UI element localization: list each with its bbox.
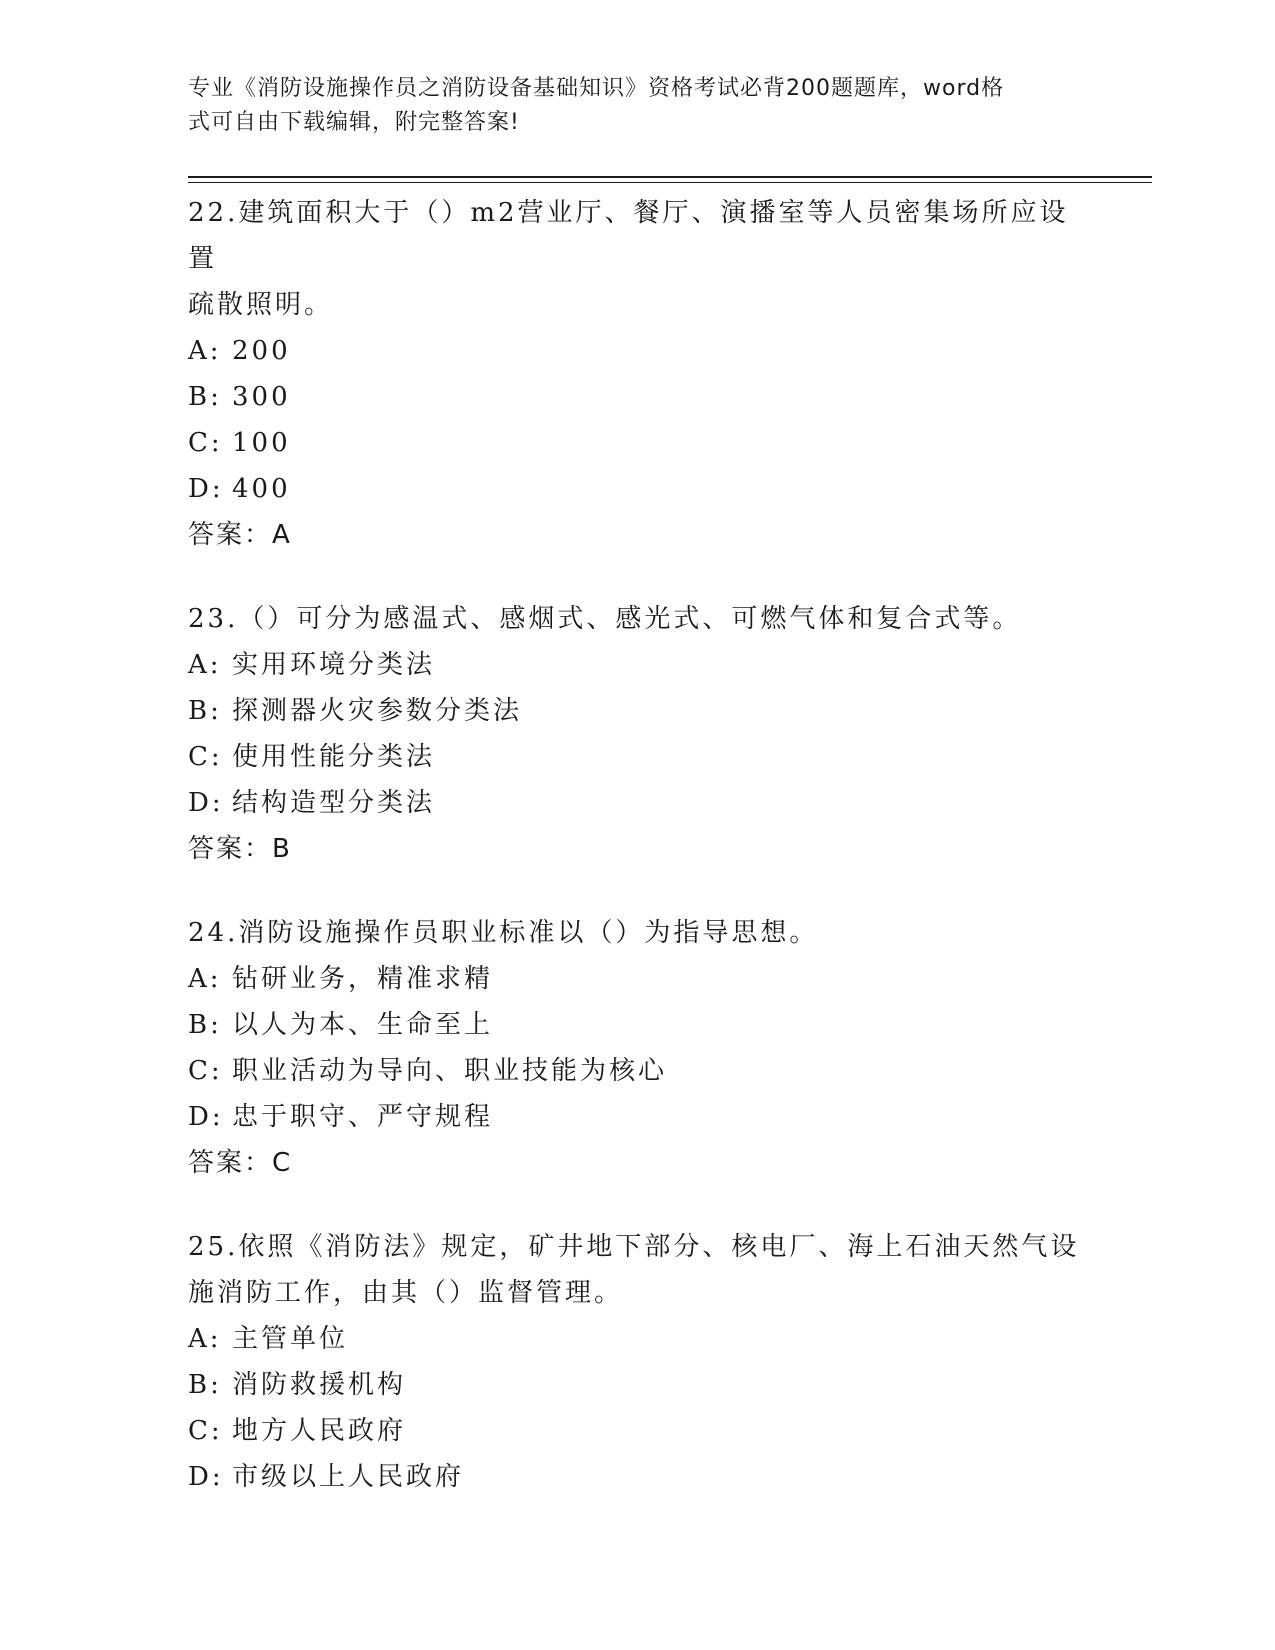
option-label: C: xyxy=(188,1416,223,1446)
question-text: 22.建筑面积大于（）m2营业厅、餐厅、演播室等人员密集场所应设置 xyxy=(188,198,1069,274)
option-b xyxy=(188,1362,1088,1408)
option-b xyxy=(188,688,1088,734)
option-d xyxy=(188,780,1088,826)
option-b xyxy=(188,374,1088,420)
option-text: 以人为本、生命至上 xyxy=(232,1010,494,1040)
option-label: D: xyxy=(188,1102,224,1132)
option-a xyxy=(188,328,1088,374)
question-24 xyxy=(188,910,1088,1186)
option-label: A: xyxy=(188,1324,222,1354)
option-c xyxy=(188,1048,1088,1094)
option-text: 职业活动为导向、职业技能为核心 xyxy=(232,1056,668,1086)
option-text: 400 xyxy=(232,474,291,504)
option-label: D: xyxy=(188,1462,224,1492)
option-c xyxy=(188,1408,1088,1454)
option-text: 实用环境分类法 xyxy=(232,650,436,680)
option-label: B: xyxy=(188,1370,222,1400)
question-22 xyxy=(188,190,1088,558)
header-rule-thick xyxy=(188,176,1152,178)
question-23 xyxy=(188,596,1088,872)
answer: 答案：A xyxy=(188,520,292,550)
option-a xyxy=(188,1316,1088,1362)
option-text: 市级以上人民政府 xyxy=(232,1462,465,1492)
option-text: 地方人民政府 xyxy=(232,1416,407,1446)
option-label: D: xyxy=(188,788,224,818)
option-b xyxy=(188,1002,1088,1048)
option-text: 忠于职守、严守规程 xyxy=(232,1102,494,1132)
option-d xyxy=(188,1454,1088,1500)
option-label: A: xyxy=(188,650,222,680)
option-text: 100 xyxy=(232,428,291,458)
question-list xyxy=(188,190,1088,1538)
answer: 答案：B xyxy=(188,834,292,864)
question-text: 24.消防设施操作员职业标准以（）为指导思想。 xyxy=(188,918,819,948)
option-text: 钻研业务，精准求精 xyxy=(232,964,494,994)
option-c xyxy=(188,734,1088,780)
header-rule-thin xyxy=(188,182,1152,183)
option-text: 结构造型分类法 xyxy=(232,788,436,818)
option-label: C: xyxy=(188,742,223,772)
question-text-continued: 疏散照明。 xyxy=(188,290,334,320)
question-25 xyxy=(188,1224,1088,1500)
option-a xyxy=(188,956,1088,1002)
header-line-1: 专业《消防设施操作员之消防设备基础知识》资格考试必背200题题库，word格 xyxy=(188,76,1005,101)
option-a xyxy=(188,642,1088,688)
option-label: D: xyxy=(188,474,224,504)
option-label: B: xyxy=(188,382,222,412)
option-text: 主管单位 xyxy=(232,1324,349,1354)
question-text: 23.（）可分为感温式、感烟式、感光式、可燃气体和复合式等。 xyxy=(188,604,1022,634)
option-d xyxy=(188,1094,1088,1140)
option-text: 300 xyxy=(232,382,291,412)
option-text: 使用性能分类法 xyxy=(232,742,436,772)
option-label: A: xyxy=(188,964,222,994)
option-label: C: xyxy=(188,428,223,458)
option-d xyxy=(188,466,1088,512)
option-label: A: xyxy=(188,336,222,366)
option-label: B: xyxy=(188,696,222,726)
document-header xyxy=(188,72,1088,140)
option-text: 200 xyxy=(232,336,291,366)
question-text: 25.依照《消防法》规定，矿井地下部分、核电厂、海上石油天然气设 xyxy=(188,1232,1080,1262)
option-label: C: xyxy=(188,1056,223,1086)
question-text-continued: 施消防工作，由其（）监督管理。 xyxy=(188,1278,624,1308)
option-c xyxy=(188,420,1088,466)
option-text: 探测器火灾参数分类法 xyxy=(232,696,523,726)
option-label: B: xyxy=(188,1010,222,1040)
option-text: 消防救援机构 xyxy=(232,1370,407,1400)
answer: 答案：C xyxy=(188,1148,293,1178)
header-line-2: 式可自由下载编辑，附完整答案! xyxy=(188,110,520,135)
